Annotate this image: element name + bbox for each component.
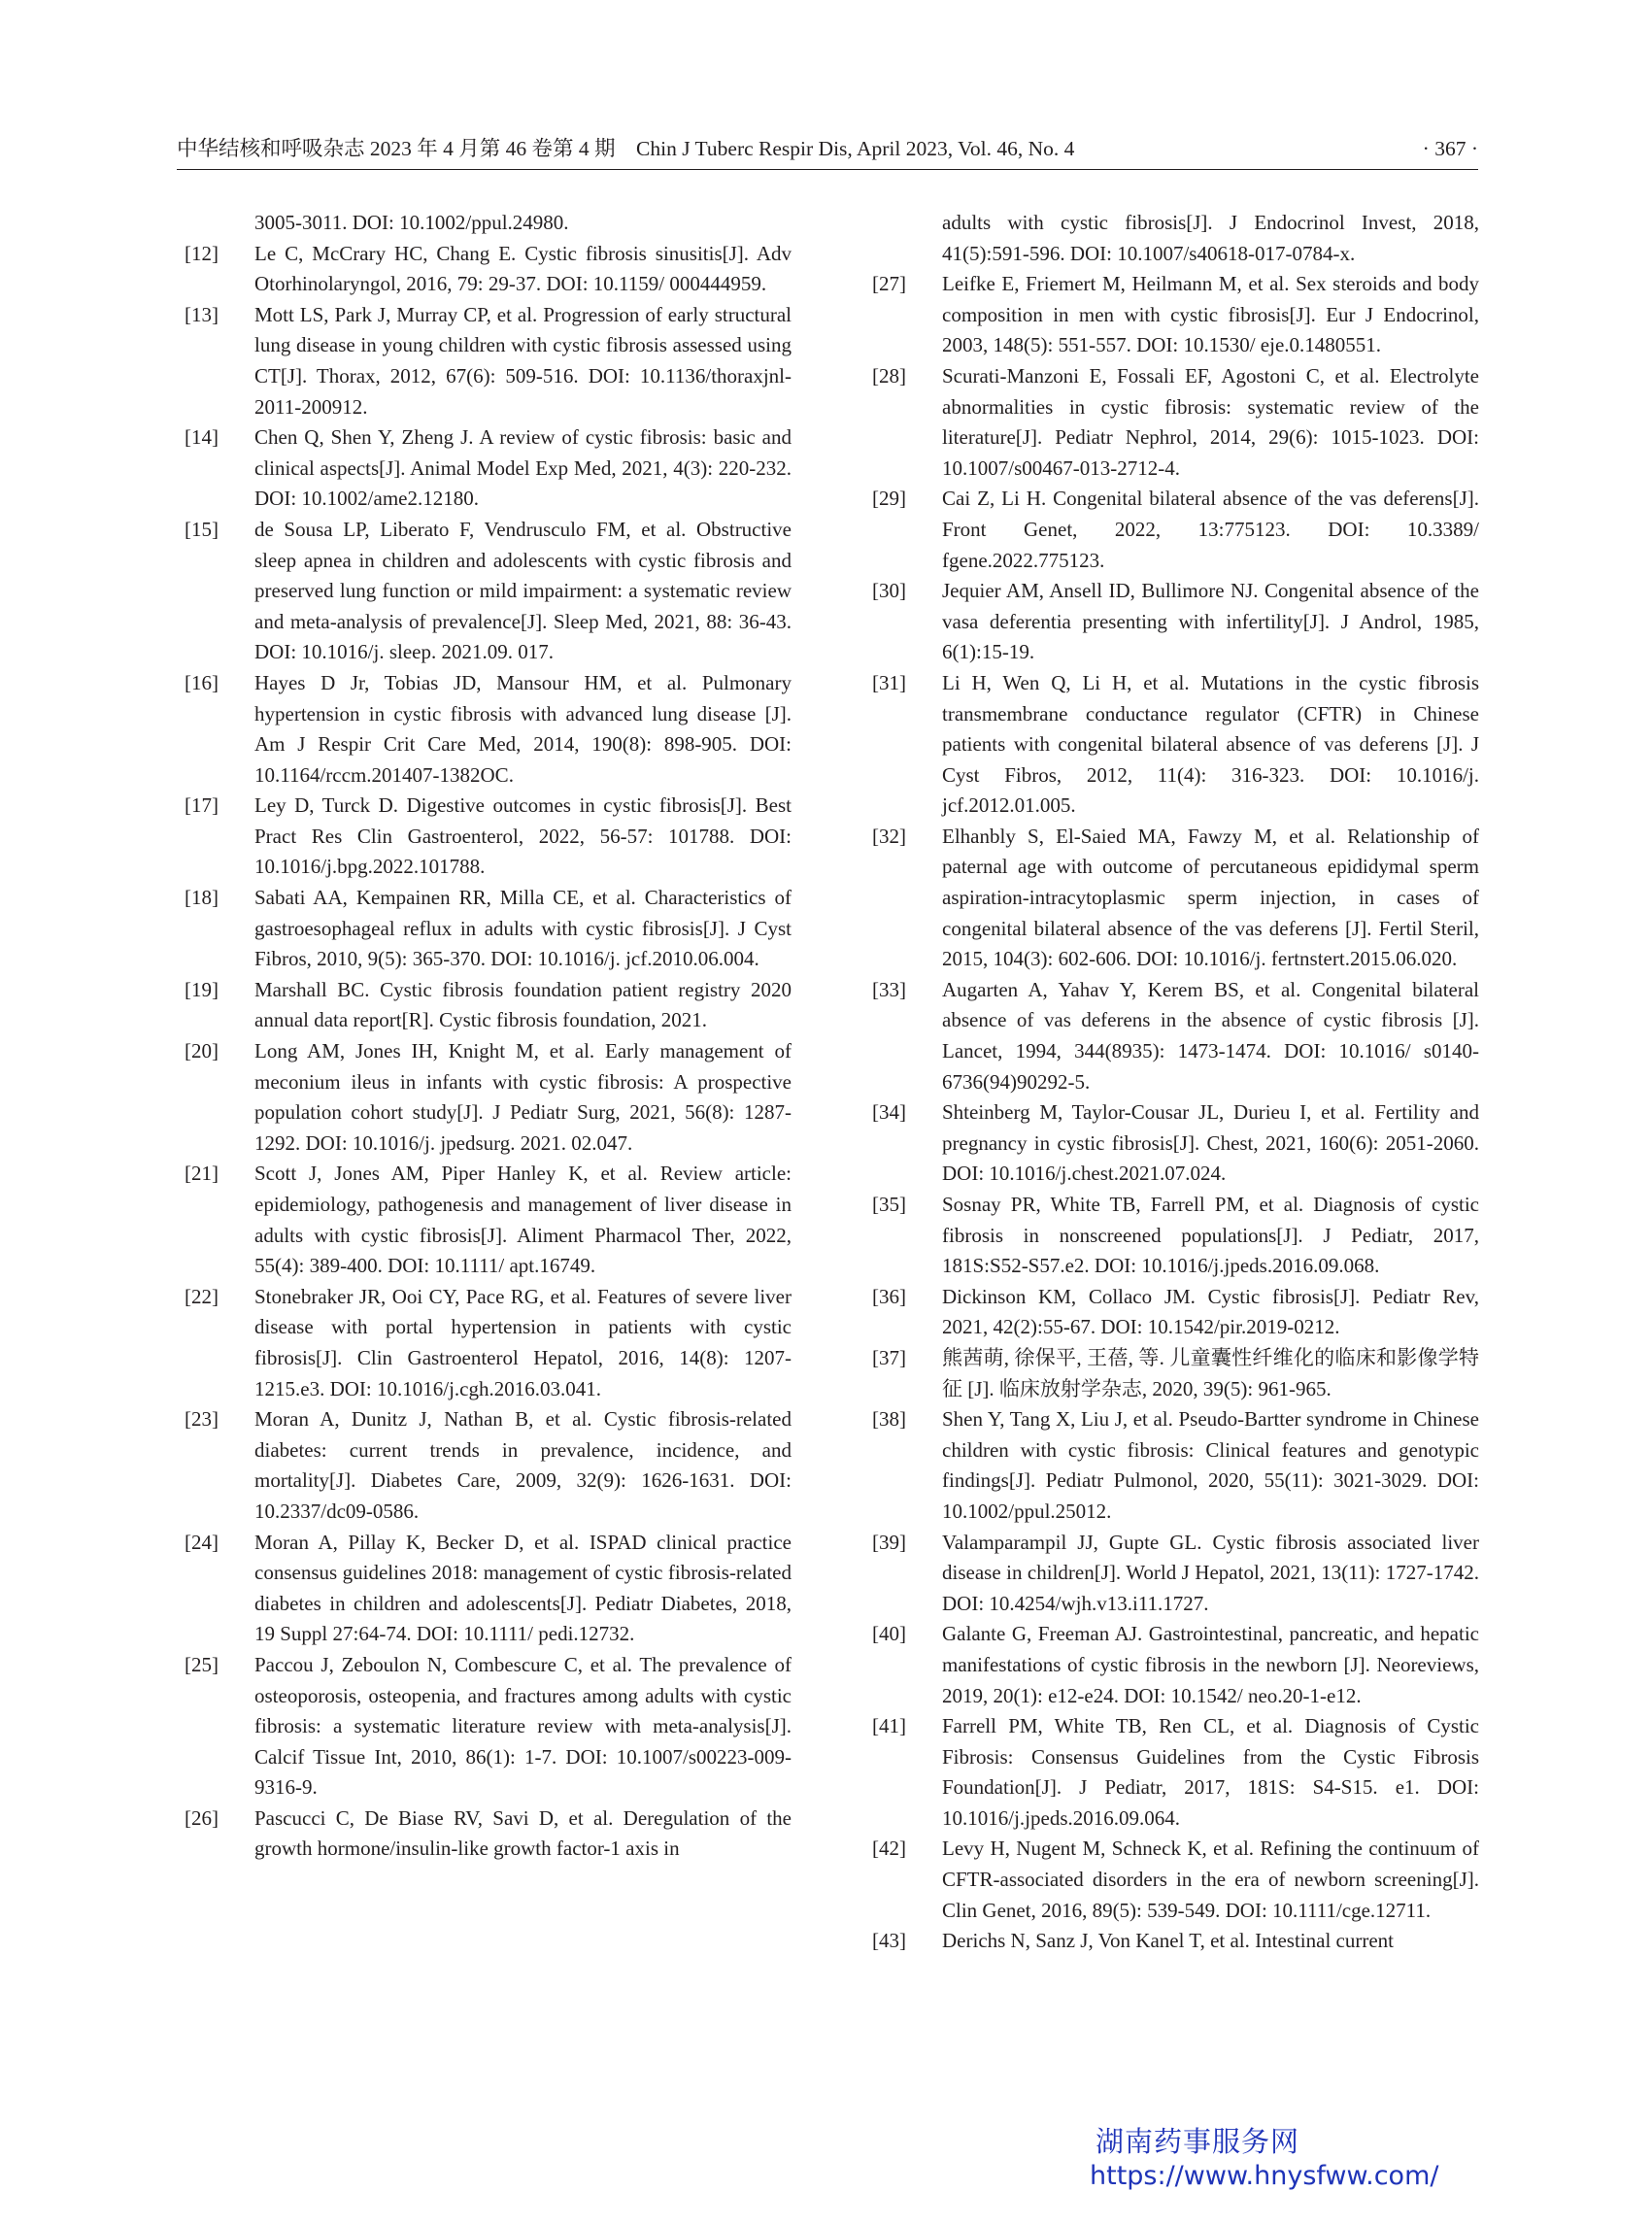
reference-text: Ley D, Turck D. Digestive outcomes in cystic fibrosis[J]. Best Pract Res Clin Gastroenterol, 2022, 56-57: 101788. DOI: 10.1016/j.bpg.2022.101788. <box>254 793 792 879</box>
reference-text: 熊茜萌, 徐保平, 王蓓, 等. 儿童囊性纤维化的临床和影像学特征 [J]. 临床放射学杂志, 2020, 39(5): 961-965. <box>942 1345 1479 1400</box>
page-number: · 367 · <box>1422 137 1478 160</box>
reference-item <box>185 239 792 300</box>
reference-item <box>185 1036 792 1159</box>
reference-text: Shteinberg M, Taylor-Cousar JL, Durieu I, et al. Fertility and pregnancy in cystic fibrosis[J]. Chest, 2021, 160(6): 2051-2060. DOI: 10.1016/j.chest.2021.07.024. <box>942 1100 1479 1186</box>
reference-item <box>872 576 1479 668</box>
reference-number: [16] <box>185 670 219 694</box>
reference-text: Mott LS, Park J, Murray CP, et al. Progression of early structural lung disease in young children with cystic fibrosis assessed using CT[J]. Thorax, 2012, 67(6): 509-516. DOI: 10.1136/thoraxjnl-2011-200912. <box>254 302 792 419</box>
reference-text: Marshall BC. Cystic fibrosis foundation patient registry 2020 annual data report[R]. Cystic fibrosis foundation, 2021. <box>254 977 792 1032</box>
reference-number: [26] <box>185 1805 219 1830</box>
reference-item <box>872 1926 1479 1957</box>
reference-number: [15] <box>185 517 219 541</box>
reference-text: Scott J, Jones AM, Piper Hanley K, et al. Review article: epidemiology, pathogenesis and management of liver disease in adults with cystic fibrosis[J]. Aliment Pharmacol Ther, 2022, 55(4): 389-400. DOI: 10.1111/ apt.16749. <box>254 1162 792 1278</box>
reference-item <box>872 822 1479 975</box>
reference-number: [41] <box>872 1714 906 1738</box>
reference-item <box>185 791 792 883</box>
reference-item <box>872 1711 1479 1834</box>
reference-item <box>185 515 792 668</box>
reference-number: [34] <box>872 1100 906 1125</box>
watermark-site-name: 湖南药事服务网 <box>1096 2125 1300 2158</box>
reference-item <box>185 1404 792 1527</box>
reference-item <box>185 1282 792 1404</box>
reference-text: Cai Z, Li H. Congenital bilateral absence of the vas deferens[J]. Front Genet, 2022, 13:775123. DOI: 10.3389/ fgene.2022.775123. <box>942 487 1479 572</box>
reference-item <box>185 1528 792 1650</box>
reference-item <box>872 361 1479 484</box>
reference-item <box>872 208 1479 269</box>
reference-number: [13] <box>185 302 219 326</box>
reference-item <box>872 269 1479 361</box>
reference-text: Le C, McCrary HC, Chang E. Cystic fibrosis sinusitis[J]. Adv Otorhinolaryngol, 2016, 79: 29-37. DOI: 10.1159/ 000444959. <box>254 241 792 296</box>
reference-number: [33] <box>872 977 906 1001</box>
reference-column-left <box>185 208 792 1865</box>
reference-item <box>185 300 792 422</box>
reference-item <box>872 1404 1479 1527</box>
reference-item <box>185 668 792 791</box>
reference-number: [25] <box>185 1652 219 1676</box>
reference-number: [37] <box>872 1345 906 1369</box>
reference-number: [29] <box>872 487 906 511</box>
reference-number: [14] <box>185 425 219 450</box>
reference-item <box>185 208 792 239</box>
reference-text: de Sousa LP, Liberato F, Vendrusculo FM, et al. Obstructive sleep apnea in children and adolescents with cystic fibrosis and preserved lung function or mild impairment: a systematic review and meta-analysis of prevalence[J]. Sleep Med, 2021, 88: 36-43. DOI: 10.1016/j. sleep. 2021.09. 017. <box>254 517 792 664</box>
reference-text: Hayes D Jr, Tobias JD, Mansour HM, et al. Pulmonary hypertension in cystic fibrosis with advanced lung disease [J]. Am J Respir Crit Care Med, 2014, 190(8): 898-905. DOI: 10.1164/rccm.201407-1382OC. <box>254 670 792 787</box>
reference-item <box>872 484 1479 576</box>
reference-item <box>872 1282 1479 1343</box>
watermark-url: https://www.hnysfww.com/ <box>1090 2161 1439 2191</box>
reference-text: adults with cystic fibrosis[J]. J Endocrinol Invest, 2018, 41(5):591-596. DOI: 10.1007/s40618-017-0784-x. <box>942 211 1479 265</box>
reference-text: Paccou J, Zeboulon N, Combescure C, et al. The prevalence of osteoporosis, osteopenia, and fractures among adults with cystic fibrosis: a systematic literature review with meta-analysis[J]. Calcif Tissue Int, 2010, 86(1): 1-7. DOI: 10.1007/s00223-009-9316-9. <box>254 1652 792 1800</box>
reference-text: Derichs N, Sanz J, Von Kanel T, et al. Intestinal current <box>942 1929 1394 1953</box>
reference-item <box>185 1159 792 1281</box>
reference-text: Galante G, Freeman AJ. Gastrointestinal, pancreatic, and hepatic manifestations of cystic fibrosis in the newborn [J]. Neoreviews, 2019, 20(1): e12-e24. DOI: 10.1542/ neo.20-1-e12. <box>942 1622 1479 1707</box>
reference-text: Farrell PM, White TB, Ren CL, et al. Diagnosis of Cystic Fibrosis: Consensus Guidelines from the Cystic Fibrosis Foundation[J]. J Pediatr, 2017, 181S: S4-S15. e1. DOI: 10.1016/j.jpeds.2016.09.064. <box>942 1714 1479 1830</box>
reference-column-right <box>872 208 1479 1957</box>
reference-item <box>185 975 792 1036</box>
reference-item <box>872 1834 1479 1926</box>
reference-text: Moran A, Dunitz J, Nathan B, et al. Cystic fibrosis-related diabetes: current trends in prevalence, incidence, and mortality[J]. Diabetes Care, 2009, 32(9): 1626-1631. DOI: 10.2337/dc09-0586. <box>254 1407 792 1523</box>
reference-number: [28] <box>872 363 906 388</box>
reference-text: Long AM, Jones IH, Knight M, et al. Early management of meconium ileus in infants with cystic fibrosis: A prospective population cohort study[J]. J Pediatr Surg, 2021, 56(8): 1287-1292. DOI: 10.1016/j. jpedsurg. 2021. 02.047. <box>254 1039 792 1155</box>
reference-item <box>185 422 792 515</box>
reference-text: Leifke E, Friemert M, Heilmann M, et al. Sex steroids and body composition in men with cystic fibrosis[J]. Eur J Endocrinol, 2003, 148(5): 551-557. DOI: 10.1530/ eje.0.1480551. <box>942 272 1479 357</box>
reference-text: Augarten A, Yahav Y, Kerem BS, et al. Congenital bilateral absence of vas deferens in the absence of cystic fibrosis [J]. Lancet, 1994, 344(8935): 1473-1474. DOI: 10.1016/ s0140-6736(94)90292-5. <box>942 977 1479 1094</box>
running-header <box>177 134 1478 170</box>
reference-number: [21] <box>185 1162 219 1186</box>
reference-item <box>872 1097 1479 1190</box>
reference-number: [40] <box>872 1622 906 1646</box>
reference-item <box>872 1619 1479 1711</box>
reference-number: [22] <box>185 1284 219 1308</box>
reference-number: [27] <box>872 272 906 296</box>
reference-number: [31] <box>872 670 906 694</box>
reference-item <box>872 1190 1479 1282</box>
reference-number: [38] <box>872 1407 906 1432</box>
reference-number: [43] <box>872 1929 906 1953</box>
reference-number: [35] <box>872 1193 906 1216</box>
reference-text: Shen Y, Tang X, Liu J, et al. Pseudo-Bartter syndrome in Chinese children with cystic fibrosis: Clinical features and genotypic findings[J]. Pediatr Pulmonol, 2020, 55(11): 3021-3029. DOI: 10.1002/ppul.25012. <box>942 1407 1479 1523</box>
reference-text: Stonebraker JR, Ooi CY, Pace RG, et al. Features of severe liver disease with portal hypertension in patients with cystic fibrosis[J]. Clin Gastroenterol Hepatol, 2016, 14(8): 1207-1215.e3. DOI: 10.1016/j.cgh.2016.03.041. <box>254 1284 792 1400</box>
reference-text: Sabati AA, Kempainen RR, Milla CE, et al. Characteristics of gastroesophageal reflux in adults with cystic fibrosis[J]. J Cyst Fibros, 2010, 9(5): 365-370. DOI: 10.1016/j. jcf.2010.06.004. <box>254 886 792 971</box>
reference-number: [12] <box>185 241 219 265</box>
reference-number: [24] <box>185 1530 219 1554</box>
watermark <box>1090 2123 1498 2193</box>
reference-number: [23] <box>185 1407 219 1432</box>
reference-item <box>872 1528 1479 1620</box>
reference-text: Levy H, Nugent M, Schneck K, et al. Refining the continuum of CFTR-associated disorders in the era of newborn screening[J]. Clin Genet, 2016, 89(5): 539-549. DOI: 10.1111/cge.12711. <box>942 1837 1479 1922</box>
reference-item <box>185 883 792 975</box>
reference-number: [20] <box>185 1039 219 1063</box>
reference-number: [30] <box>872 579 906 603</box>
reference-text: Moran A, Pillay K, Becker D, et al. ISPAD clinical practice consensus guidelines 2018: management of cystic fibrosis-related diabetes in children and adolescents[J]. Pediatr Diabetes, 2018, 19 Suppl 27:64-74. DOI: 10.1111/ pedi.12732. <box>254 1530 792 1646</box>
reference-number: [17] <box>185 793 219 818</box>
reference-text: 3005-3011. DOI: 10.1002/ppul.24980. <box>254 211 569 234</box>
reference-text: Li H, Wen Q, Li H, et al. Mutations in the cystic fibrosis transmembrane conductance regulator (CFTR) in Chinese patients with congenital bilateral absence of vas deferens [J]. J Cyst Fibros, 2012, 11(4): 316-323. DOI: 10.1016/j. jcf.2012.01.005. <box>942 670 1479 818</box>
reference-item <box>872 668 1479 822</box>
reference-text: Elhanbly S, El-Saied MA, Fawzy M, et al. Relationship of paternal age with outcome of percutaneous epididymal sperm aspiration-intracytoplasmic sperm injection, in cases of congenital bilateral absence of the vas deferens [J]. Fertil Steril, 2015, 104(3): 602-606. DOI: 10.1016/j. fertnstert.2015.06.020. <box>942 824 1479 971</box>
reference-number: [32] <box>872 824 906 848</box>
reference-item <box>872 975 1479 1097</box>
reference-number: [42] <box>872 1837 906 1861</box>
reference-text: Chen Q, Shen Y, Zheng J. A review of cystic fibrosis: basic and clinical aspects[J]. Animal Model Exp Med, 2021, 4(3): 220-232. DOI: 10.1002/ame2.12180. <box>254 425 792 511</box>
reference-number: [36] <box>872 1284 906 1308</box>
reference-number: [18] <box>185 886 219 910</box>
reference-number: [39] <box>872 1530 906 1554</box>
reference-text: Pascucci C, De Biase RV, Savi D, et al. Deregulation of the growth hormone/insulin-like growth factor-1 axis in <box>254 1805 792 1861</box>
reference-item <box>872 1343 1479 1404</box>
reference-item <box>185 1650 792 1804</box>
journal-citation: 中华结核和呼吸杂志 2023 年 4 月第 46 卷第 4 期 Chin J Tuberc Respir Dis, April 2023, Vol. 46, No. 4 <box>177 137 1075 160</box>
reference-text: Sosnay PR, White TB, Farrell PM, et al. Diagnosis of cystic fibrosis in nonscreened populations[J]. J Pediatr, 2017, 181S:S52-S57.e2. DOI: 10.1016/j.jpeds.2016.09.068. <box>942 1193 1479 1278</box>
reference-text: Valamparampil JJ, Gupte GL. Cystic fibrosis associated liver disease in children[J]. World J Hepatol, 2021, 13(11): 1727-1742. DOI: 10.4254/wjh.v13.i11.1727. <box>942 1530 1479 1615</box>
reference-number: [19] <box>185 977 219 1001</box>
reference-text: Jequier AM, Ansell ID, Bullimore NJ. Congenital absence of the vasa deferentia presenting with infertility[J]. J Androl, 1985, 6(1):15-19. <box>942 579 1479 664</box>
reference-item <box>185 1804 792 1865</box>
reference-text: Dickinson KM, Collaco JM. Cystic fibrosis[J]. Pediatr Rev, 2021, 42(2):55-67. DOI: 10.1542/pir.2019-0212. <box>942 1284 1479 1339</box>
reference-text: Scurati-Manzoni E, Fossali EF, Agostoni C, et al. Electrolyte abnormalities in cystic fibrosis: systematic review of the literature[J]. Pediatr Nephrol, 2014, 29(6): 1015-1023. DOI: 10.1007/s00467-013-2712-4. <box>942 363 1479 480</box>
